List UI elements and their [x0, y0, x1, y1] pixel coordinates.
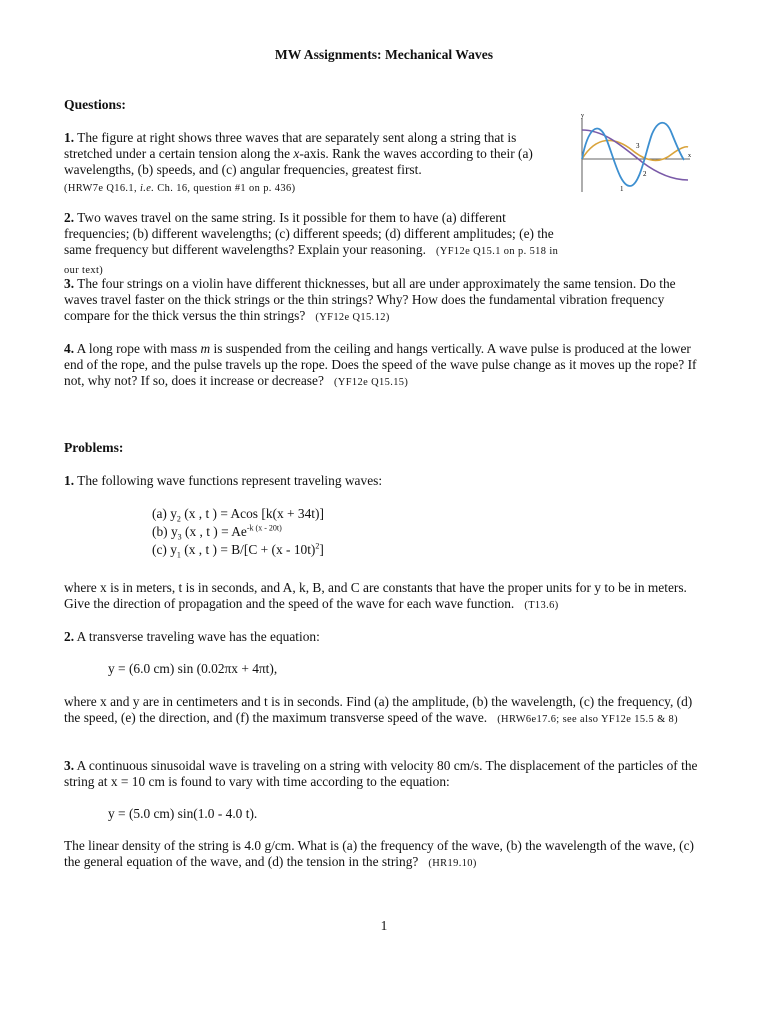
wave-3-label: 3 [636, 142, 640, 150]
page-number: 1 [380, 918, 388, 933]
question-1 [64, 130, 542, 197]
question-2-text: Two waves travel on the same string. Is it possible for them to have (a) different frequencies; (b) different wavelengths; (c) different speeds; (d) different amplitudes; (e) the same frequency but different wavelengths? Explain your reasoning. [64, 210, 554, 258]
question-4-number: 4. [64, 341, 75, 356]
problem-2-number: 2. [64, 629, 75, 644]
questions-heading: Questions: [64, 97, 126, 112]
problem-1-equation-a: (a) $y_2$ (x , t ) = Acos [k(x + 34t)] [152, 506, 324, 524]
question-3-number: 3. [64, 276, 75, 291]
problem-3-intro-text: A continuous sinusoidal wave is traveling on a string with velocity 80 cm/s. The displacement of the particles of the string at x = 10 cm is found to vary with time according to the equation: [64, 758, 698, 790]
three-waves-figure [576, 110, 694, 196]
question-1-ref: (HRW7e Q16.1, i.e. Ch. 16, question #1 on p. 436) [64, 182, 296, 194]
question-4-text: A long rope with mass [76, 341, 201, 356]
problem-2-ref: (HRW6e17.6; see also YF12e 15.5 & 8) [497, 714, 679, 726]
problem-1-text: where x is in meters, t is in seconds, and A, k, B, and C are constants that have the proper units for y to be in meters. Give the direction of propagation and the speed of the wave for each wave function. (T13.6) [64, 580, 687, 612]
wave-2-label: 2 [643, 170, 647, 178]
problem-3-intro [64, 758, 706, 790]
document-title: MW Assignments: Mechanical Waves [274, 47, 494, 62]
problem-3-number: 3. [64, 758, 75, 773]
wave-1-label: 1 [620, 185, 624, 193]
problem-1-intro-text: The following wave functions represent traveling waves: [77, 473, 383, 488]
question-2 [64, 210, 706, 279]
question-4 [64, 341, 706, 392]
problem-2-intro [64, 629, 706, 645]
question-3-text: The four strings on a violin have different thicknesses, but all are under approximately the same tension. Do the waves travel faster on the thick strings or the thin strings? Why? How does the fundamental vibration frequency compare for the thick versus the thin strings? [64, 276, 676, 324]
problem-2-text: where x and y are in centimeters and t is in seconds. Find (a) the amplitude, (b) the wavelength, (c) the frequency, (d) the speed, (e) the direction, and (f) the maximum transverse speed of the wave. (HRW6e17.6; see also YF12e 15.5 & 8) [64, 694, 693, 726]
problem-1-equation-c: (c) $y_1$ (x , t ) = B/[C + (x - 10t)$^2$] [152, 541, 324, 560]
question-4-m: m [200, 341, 211, 356]
question-4-ref: (YF12e Q15.15) [333, 377, 409, 389]
problem-1-number: 1. [64, 473, 75, 488]
problems-heading: Problems: [64, 440, 124, 455]
x-axis-label: x [688, 153, 691, 159]
question-1-text: The figure at right shows three waves that are separately sent along a string that is stretched under a certain tension along the [64, 130, 517, 162]
question-2-ref: (YF12e Q15.1 on p. 518 in our text) [64, 246, 559, 276]
question-1-number: 1. [64, 130, 75, 145]
problem-3-ref: (HR19.10) [428, 858, 477, 870]
problem-3-equation: y = (5.0 cm) sin(1.0 - 4.0 t). [108, 806, 258, 821]
problem-3-text: The linear density of the string is 4.0 g/cm. What is (a) the frequency of the wave, (b) the wavelength of the wave, (c) the general equation of the wave, and (d) the tension in the string? (HR19.10) [64, 838, 695, 870]
problem-2-intro-text: A transverse traveling wave has the equation: [76, 629, 320, 644]
question-2-number: 2. [64, 210, 75, 225]
problem-1-ref: (T13.6) [524, 600, 559, 612]
problem-1-equation-b: (b) $y_3$ (x , t ) = $Ae^{-k (x - 20t)}$ [152, 523, 282, 542]
wave-2-curve [582, 130, 688, 180]
problem-1-intro [64, 473, 706, 489]
problem-2-equation: y = (6.0 cm) sin (0.02πx + 4πt), [108, 661, 278, 676]
question-3-ref: (YF12e Q15.12) [315, 312, 390, 324]
question-1-text-2: -axis. Rank the waves according to their (a) wavelengths, (b) speeds, and (c) angular frequencies, greatest first. [64, 146, 533, 178]
question-3 [64, 276, 706, 327]
y-axis-label: y [581, 113, 584, 119]
wave-3-curve [582, 140, 688, 160]
question-1-x: x [293, 146, 300, 162]
question-4-text-2: is suspended from the ceiling and hangs vertically. A wave pulse is produced at the lower end of the rope, and the pulse travels up the rope. Does the speed of the wave pulse change as it moves up the rope? If not, why not? If so, does it increase or decrease? [64, 341, 697, 389]
